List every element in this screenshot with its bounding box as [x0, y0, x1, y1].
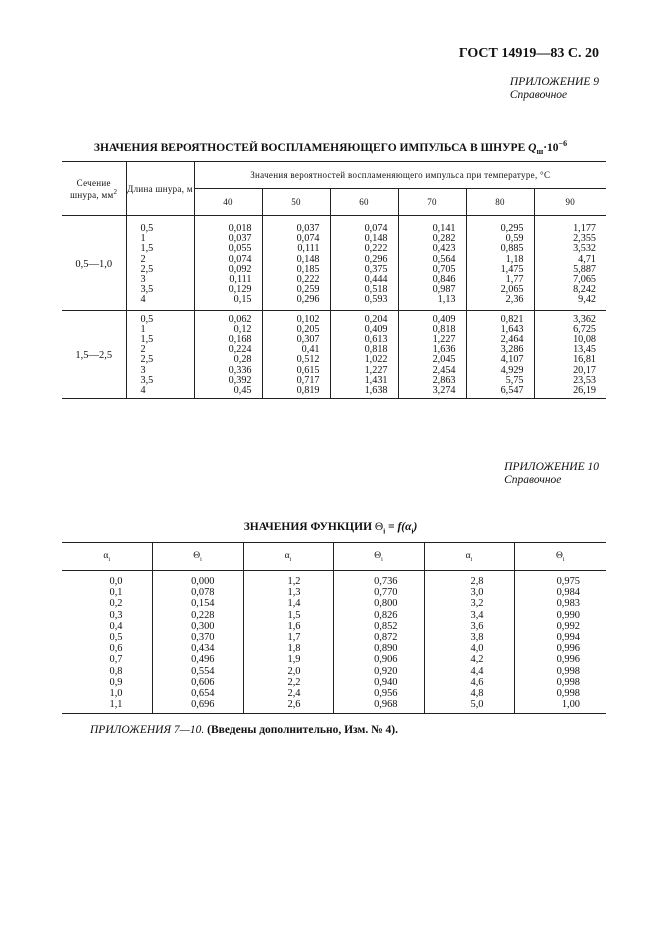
value-cell: 3,362 6,725 10,08 13,45 16,81 20,17 23,53 26,19: [534, 310, 606, 399]
col-theta-header: $\Theta_i$: [152, 543, 243, 571]
col-values-header: Значения вероятностей воспламеняющего импульса при температуре, °С: [194, 162, 606, 189]
theta-cell: 0,975 0,984 0,983 0,990 0,992 0,994 0,996 0,996 0,998 0,998 0,998 1,00: [514, 571, 606, 714]
alpha-cell: 0,0 0,1 0,2 0,3 0,4 0,5 0,6 0,7 0,8 0,9 1,0 1,1: [62, 571, 152, 714]
function-table: [62, 542, 606, 714]
value-cell: 0,018 0,037 0,055 0,074 0,092 0,111 0,129 0,15: [194, 216, 262, 311]
temp-header: 90: [534, 189, 606, 216]
length-cell: 0,5 1 1,5 2 2,5 3 3,5 4: [126, 216, 194, 311]
appendix-9-label: ПРИЛОЖЕНИЕ 9: [509, 76, 599, 88]
col-alpha-header: $\alpha_i$: [424, 543, 514, 571]
value-cell: 0,821 1,643 2,464 3,286 4,107 4,929 5,75 6,547: [466, 310, 534, 399]
temp-header: 60: [330, 189, 398, 216]
table-2-title-sub2: i: [411, 527, 414, 536]
footnote: [90, 724, 398, 736]
value-cell: 0,102 0,205 0,307 0,41 0,512 0,615 0,717 0,819: [262, 310, 330, 399]
appendix-10-label: ПРИЛОЖЕНИЕ 10: [504, 461, 599, 473]
table-row: [62, 571, 606, 714]
value-cell: 0,062 0,12 0,168 0,224 0,28 0,336 0,392 0,45: [194, 310, 262, 399]
section-cell: 0,5—1,0: [62, 216, 126, 311]
value-cell: 1,177 2,355 3,532 4,71 5,887 7,065 8,242 9,42: [534, 216, 606, 311]
temp-header: 50: [262, 189, 330, 216]
col-theta-header: $\Theta_i$: [514, 543, 606, 571]
alpha-cell: 1,2 1,3 1,4 1,5 1,6 1,7 1,8 1,9 2,0 2,2 2,4 2,6: [243, 571, 333, 714]
appendix-9-block: [510, 76, 599, 102]
value-cell: 0,037 0,074 0,111 0,148 0,185 0,222 0,259 0,296: [262, 216, 330, 311]
theta-cell: 0,000 0,078 0,154 0,228 0,300 0,370 0,434 0,496 0,554 0,606 0,654 0,696: [152, 571, 243, 714]
col-theta-header: $\Theta_i$: [333, 543, 424, 571]
table-1-title-sub: ш: [536, 147, 544, 157]
temp-header: 70: [398, 189, 466, 216]
value-cell: 0,295 0,59 0,885 1,18 1,475 1,77 2,065 2,36: [466, 216, 534, 311]
col-section-header: Сечение шнура, $мм^2$: [62, 162, 126, 216]
table-row-group-1: [62, 216, 606, 311]
footnote-italic: ПРИЛОЖЕНИЯ 7—10.: [90, 724, 205, 736]
col-alpha-header: $\alpha_i$: [243, 543, 333, 571]
appendix-10-block: [504, 461, 599, 487]
probability-table: [62, 161, 606, 399]
table-2-title: [0, 521, 661, 535]
theta-cell: 0,736 0,770 0,800 0,826 0,852 0,872 0,890 0,906 0,920 0,940 0,956 0,968: [333, 571, 424, 714]
table-2-title-theta: Θ: [374, 521, 384, 533]
table-1-title-main: ЗНАЧЕНИЯ ВЕРОЯТНОСТЕЙ ВОСПЛАМЕНЯЮЩЕГО ИМПУЛЬСА В ШНУРЕ: [93, 141, 526, 154]
table-2-title-main: ЗНАЧЕНИЯ ФУНКЦИИ: [243, 521, 373, 533]
table-1-title: [0, 139, 661, 156]
temp-header: 80: [466, 189, 534, 216]
table-2-title-eq: = f(α: [385, 521, 412, 533]
table-2-title-close: ): [413, 521, 418, 533]
col-length-header: Длина шнура, м: [126, 162, 194, 216]
value-cell: 0,141 0,282 0,423 0,564 0,705 0,846 0,987 1,13: [398, 216, 466, 311]
alpha-cell: 2,8 3,0 3,2 3,4 3,6 3,8 4,0 4,2 4,4 4,6 4,8 5,0: [424, 571, 514, 714]
table-1-title-exp: −6: [558, 139, 568, 148]
table-row-group-2: [62, 310, 606, 399]
length-cell: 0,5 1 1,5 2 2,5 3 3,5 4: [126, 310, 194, 399]
value-cell: 0,204 0,409 0,613 0,818 1,022 1,227 1,431 1,638: [330, 310, 398, 399]
footnote-bold: (Введены дополнительно, Изм. № 4).: [207, 724, 398, 736]
table-1-title-factor: ·10: [543, 141, 559, 154]
appendix-10-type: Справочное: [504, 474, 562, 486]
temp-header: 40: [194, 189, 262, 216]
col-alpha-header: $\alpha_i$: [62, 543, 152, 571]
page-header: ГОСТ 14919—83 С. 20: [458, 46, 599, 61]
value-cell: 0,409 0,818 1,227 1,636 2,045 2,454 2,863 3,274: [398, 310, 466, 399]
value-cell: 0,074 0,148 0,222 0,296 0,375 0,444 0,518 0,593: [330, 216, 398, 311]
table-1-title-symbol: Q: [528, 141, 537, 154]
table-2-title-sub: i: [383, 527, 386, 536]
appendix-9-type: Справочное: [509, 89, 568, 101]
section-cell: 1,5—2,5: [62, 310, 126, 399]
